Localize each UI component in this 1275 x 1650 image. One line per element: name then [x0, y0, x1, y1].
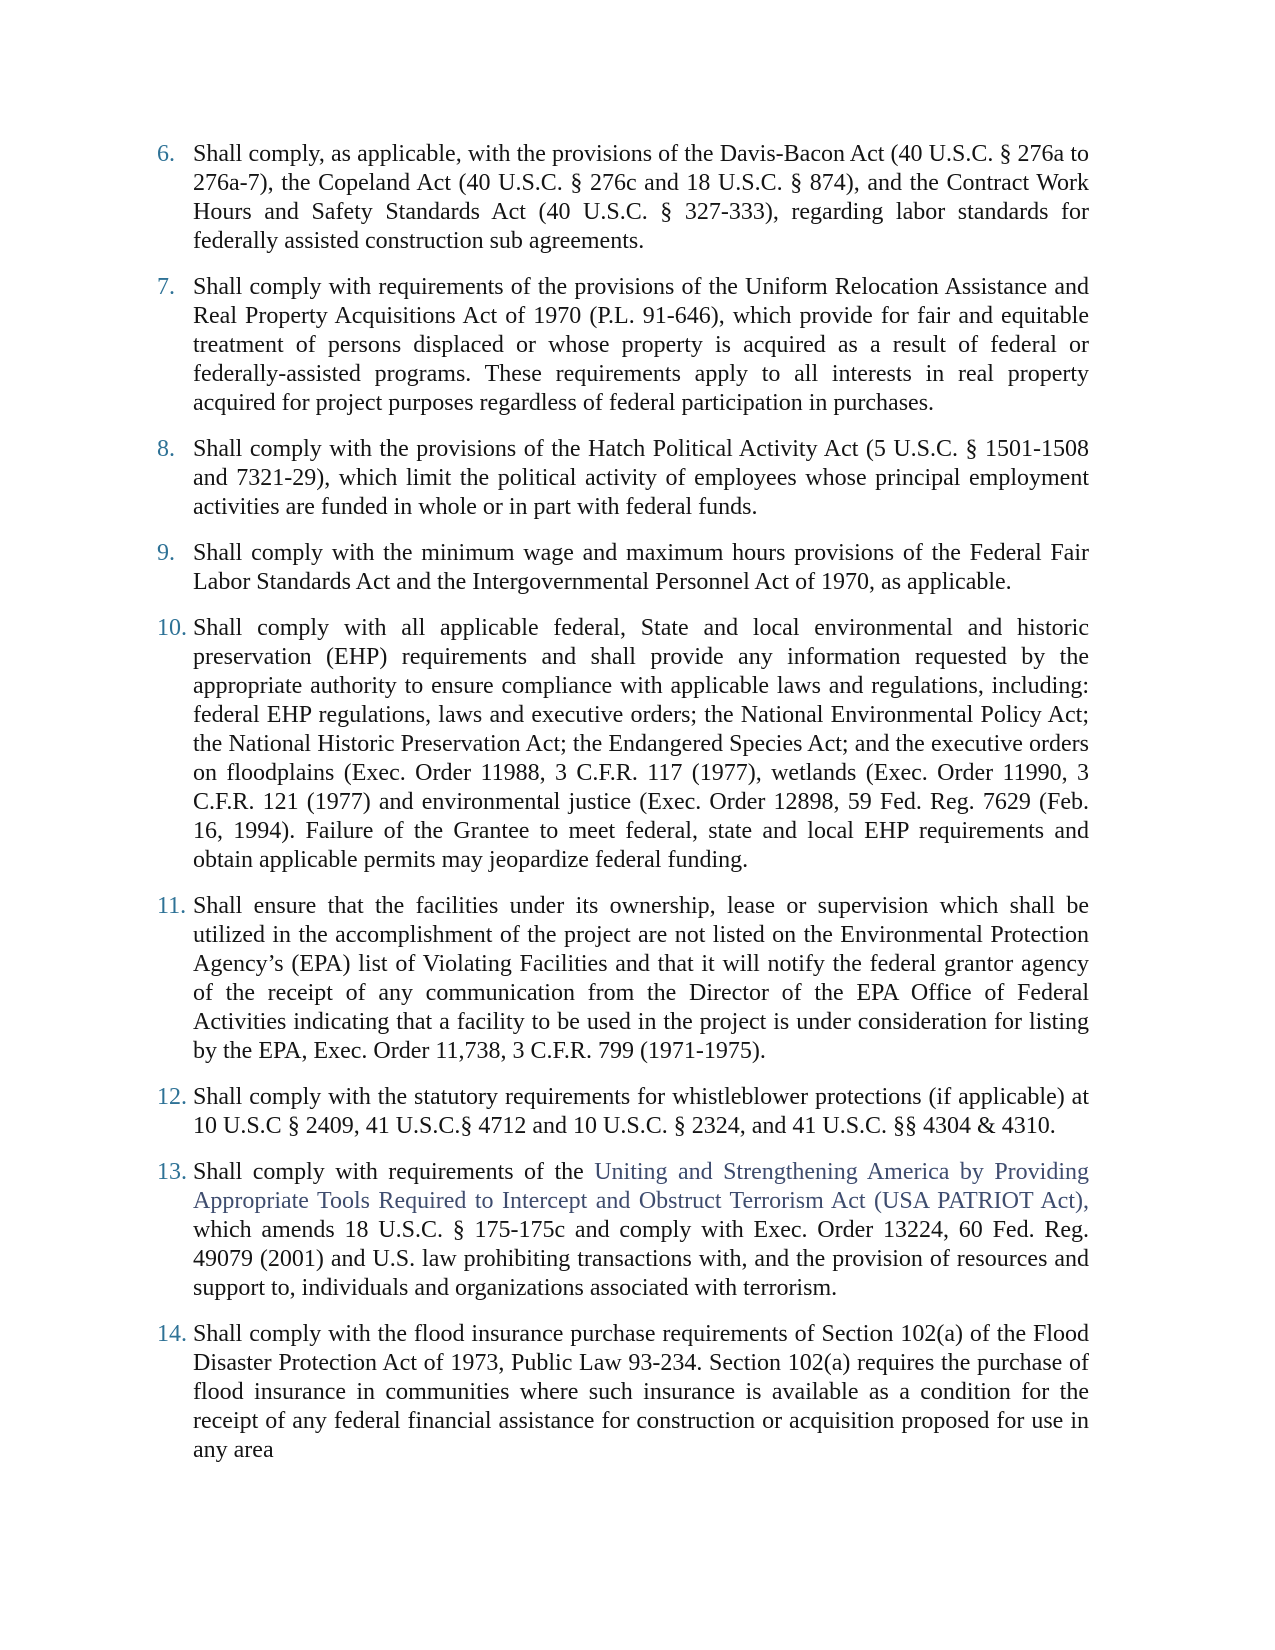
item-text: [193, 1158, 1089, 1303]
item-number: 8.: [157, 436, 175, 462]
list-item: [157, 273, 1089, 418]
paragraph-text: Shall comply with requirements of the: [193, 1159, 595, 1185]
list-item: [157, 140, 1089, 256]
statute-reference: Uniting and Strengthening America by Providing Appropriate Tools Required to Intercept and Obstruct Terrorism Act (USA PATRIOT Act),: [193, 1159, 1090, 1214]
list-item: [157, 1320, 1089, 1465]
item-text: [193, 614, 1089, 875]
item-number: 7.: [157, 274, 175, 300]
paragraph-text: Shall comply with the statutory requirements for whistleblower protections (if applicable) at 10 U.S.C § 2409, 41 U.S.C.§ 4712 and 10 U.S.C. § 2324, and 41 U.S.C. §§ 4304 & 4310.: [193, 1084, 1089, 1139]
paragraph-text: Shall comply with the flood insurance purchase requirements of Section 102(a) of the Flood Disaster Protection Act of 1973, Public Law 93-234. Section 102(a) requires the purchase of flood insurance in communities where such insurance is available as a condition for the receipt of any federal financial assistance for construction or acquisition proposed for use in any area: [193, 1321, 1089, 1463]
paragraph-text: which amends 18 U.S.C. § 175-175c and comply with Exec. Order 13224, 60 Fed. Reg. 49079 (2001) and U.S. law prohibiting transactions with, and the provision of resources and support to, individuals and organizations associated with terrorism.: [193, 1217, 1089, 1301]
item-number: 10.: [157, 615, 187, 641]
list-item: [157, 435, 1089, 522]
list-item: [157, 1158, 1089, 1303]
item-text: [193, 1083, 1089, 1141]
item-text: [193, 435, 1089, 522]
item-text: [193, 140, 1089, 256]
item-text: [193, 1320, 1089, 1465]
item-text: [193, 892, 1089, 1066]
list-item: [157, 892, 1089, 1066]
list-item: [157, 1083, 1089, 1141]
item-number: 9.: [157, 540, 175, 566]
item-number: 6.: [157, 141, 175, 167]
paragraph-text: Shall comply with requirements of the provisions of the Uniform Relocation Assistance and Real Property Acquisitions Act of 1970 (P.L. 91-646), which provide for fair and equitable treatment of persons displaced or whose property is acquired as a result of federal or federally-assisted programs. These requirements apply to all interests in real property acquired for project purposes regardless of federal participation in purchases.: [193, 274, 1089, 416]
paragraph-text: Shall comply, as applicable, with the provisions of the Davis-Bacon Act (40 U.S.C. § 276a to 276a-7), the Copeland Act (40 U.S.C. § 276c and 18 U.S.C. § 874), and the Contract Work Hours and Safety Standards Act (40 U.S.C. § 327-333), regarding labor standards for federally assisted construction sub agreements.: [193, 141, 1089, 254]
paragraph-text: Shall ensure that the facilities under its ownership, lease or supervision which shall be utilized in the accomplishment of the project are not listed on the Environmental Protection Agency’s (EPA) list of Violating Facilities and that it will notify the federal grantor agency of the receipt of any communication from the Director of the EPA Office of Federal Activities indicating that a facility to be used in the project is under consideration for listing by the EPA, Exec. Order 11,738, 3 C.F.R. 799 (1971-1975).: [193, 893, 1089, 1064]
item-text: [193, 273, 1089, 418]
compliance-requirements-list: [157, 140, 1089, 1465]
paragraph-text: Shall comply with the provisions of the Hatch Political Activity Act (5 U.S.C. § 1501-1508 and 7321-29), which limit the political activity of employees whose principal employment activities are funded in whole or in part with federal funds.: [193, 436, 1089, 520]
paragraph-text: Shall comply with the minimum wage and maximum hours provisions of the Federal Fair Labor Standards Act and the Intergovernmental Personnel Act of 1970, as applicable.: [193, 540, 1089, 595]
list-item: [157, 614, 1089, 875]
item-number: 13.: [157, 1159, 187, 1185]
item-number: 14.: [157, 1321, 187, 1347]
item-number: 12.: [157, 1084, 187, 1110]
list-item: [157, 539, 1089, 597]
item-number: 11.: [157, 893, 187, 919]
paragraph-text: Shall comply with all applicable federal, State and local environmental and historic preservation (EHP) requirements and shall provide any information requested by the appropriate authority to ensure compliance with applicable laws and regulations, including: federal EHP regulations, laws and executive orders; the National Environmental Policy Act; the National Historic Preservation Act; the Endangered Species Act; and the executive orders on floodplains (Exec. Order 11988, 3 C.F.R. 117 (1977), wetlands (Exec. Order 11990, 3 C.F.R. 121 (1977) and environmental justice (Exec. Order 12898, 59 Fed. Reg. 7629 (Feb. 16, 1994). Failure of the Grantee to meet federal, state and local EHP requirements and obtain applicable permits may jeopardize federal funding.: [193, 615, 1089, 873]
item-text: [193, 539, 1089, 597]
